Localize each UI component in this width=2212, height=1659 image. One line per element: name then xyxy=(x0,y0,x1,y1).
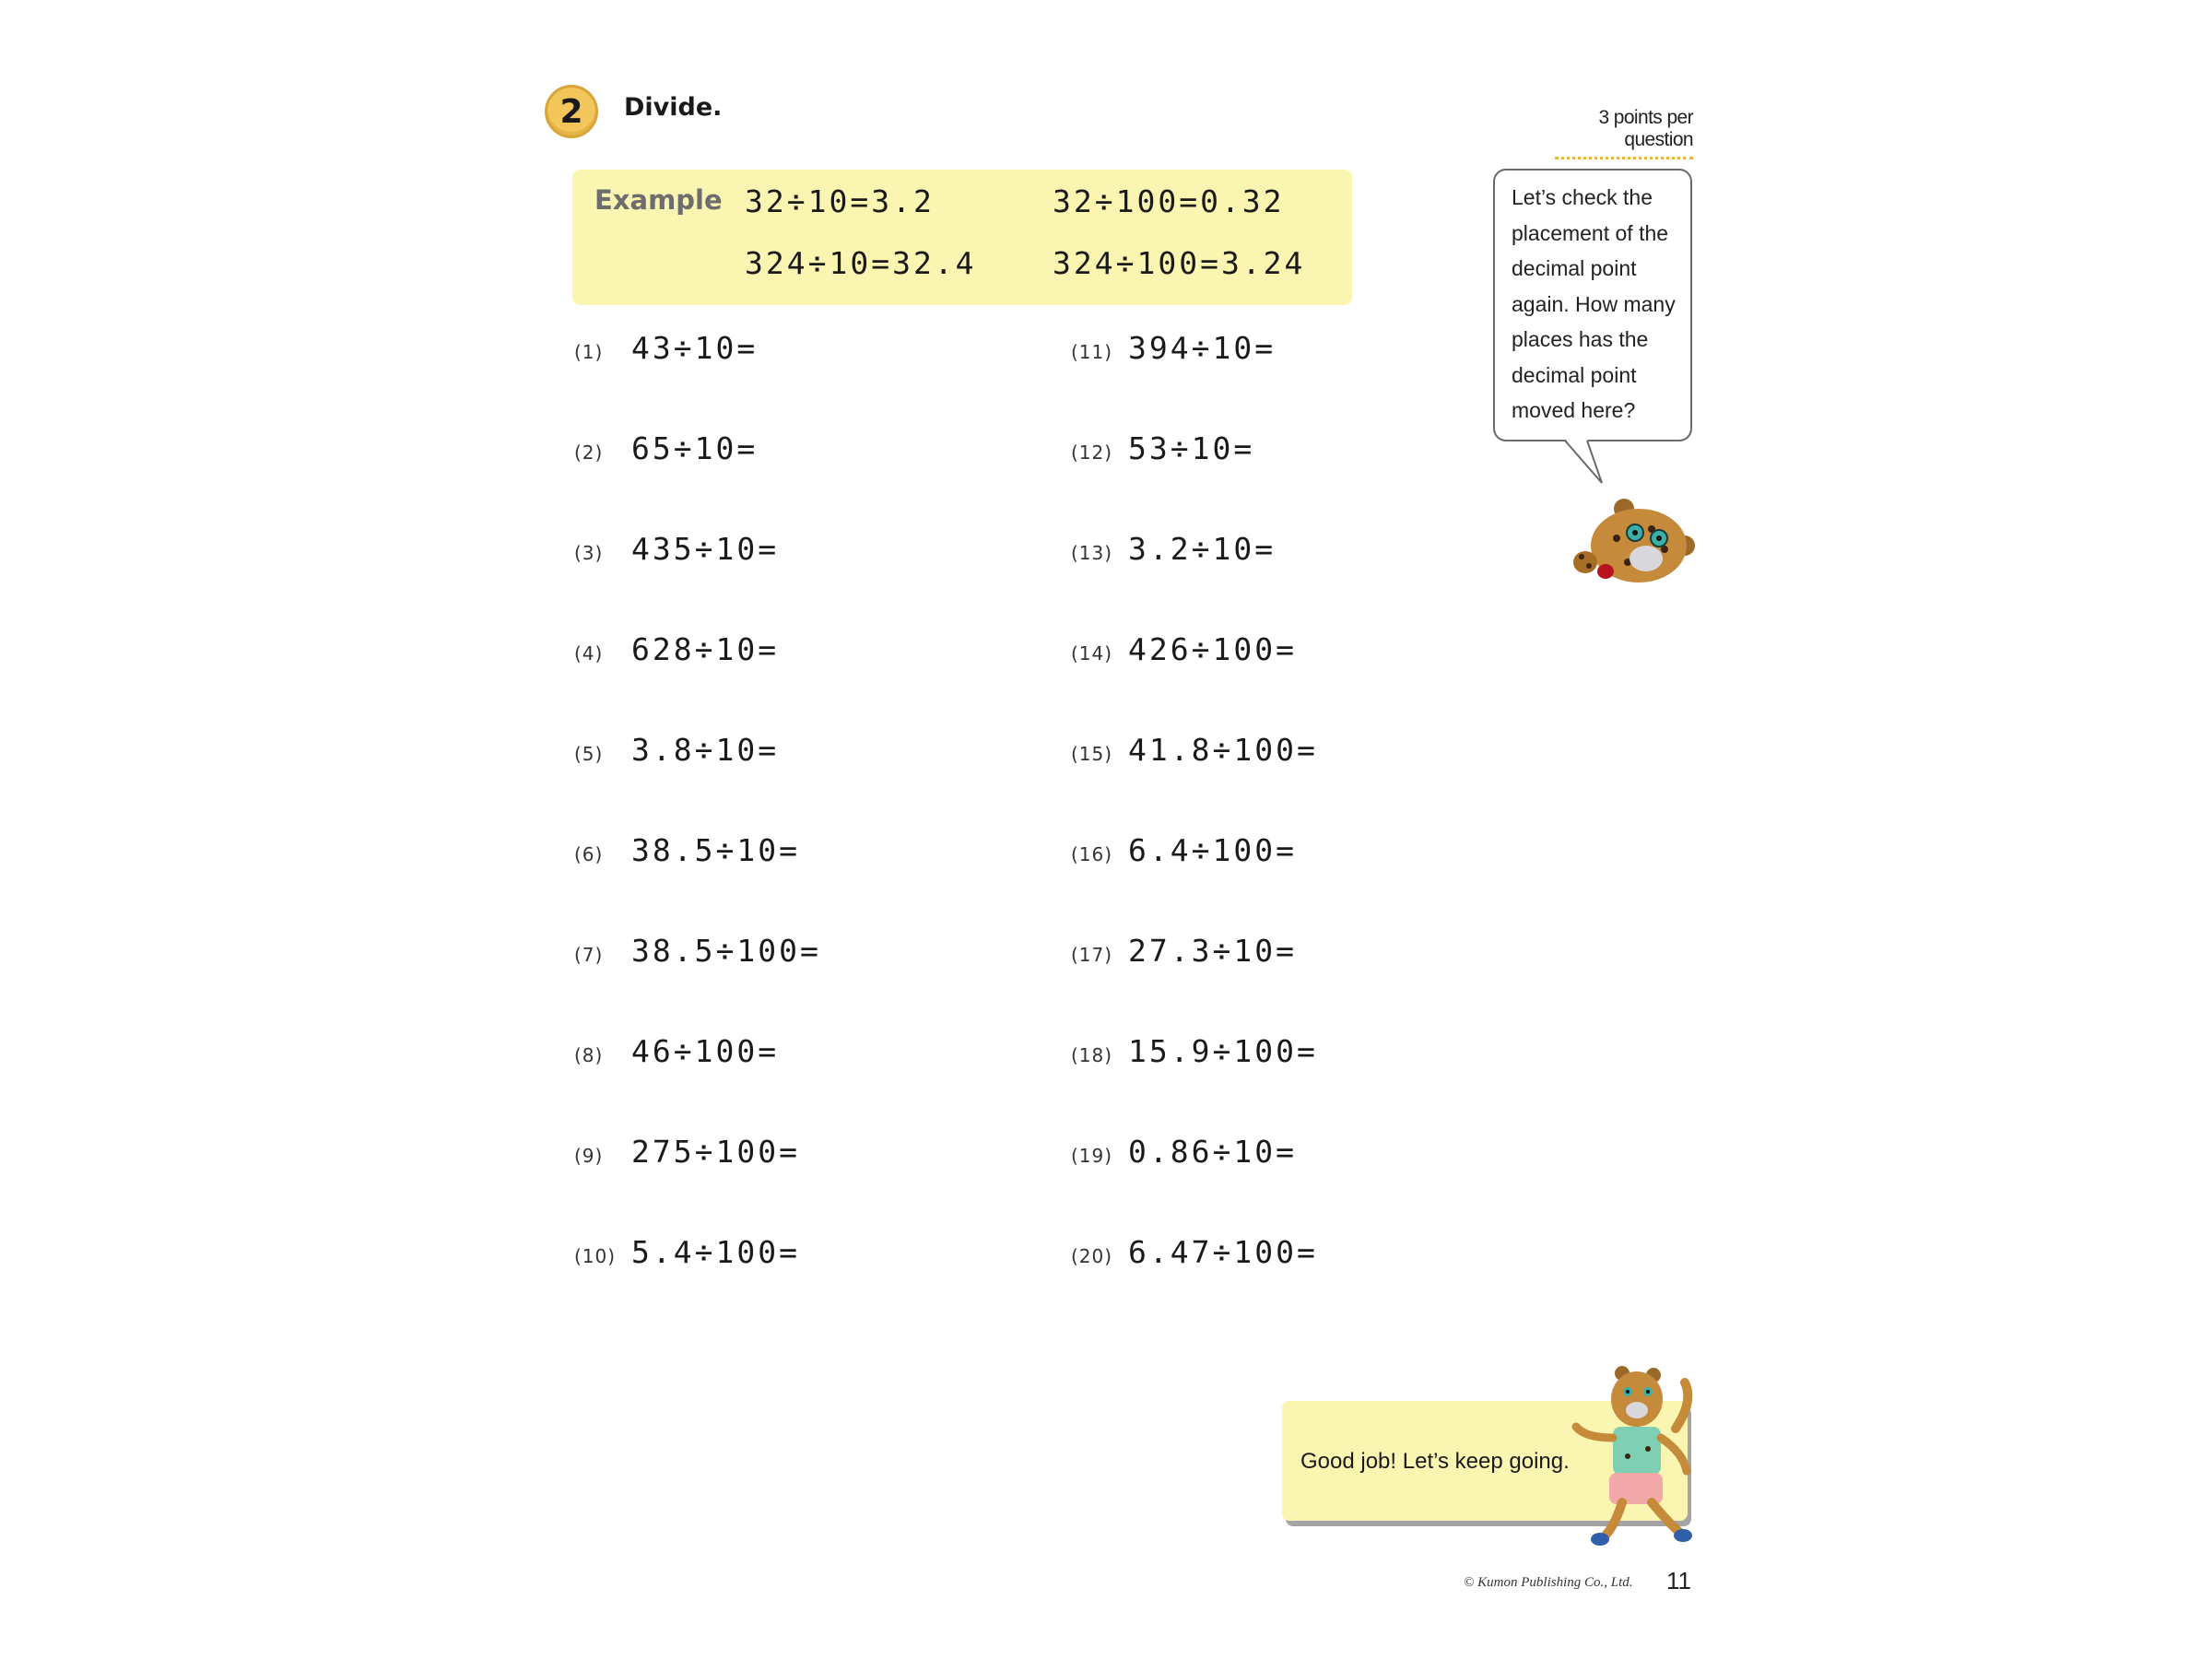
problem-expression: 43÷10= xyxy=(631,330,759,366)
problem-item xyxy=(1071,1134,1297,1170)
problem-expression: 38.5÷10= xyxy=(631,832,800,868)
page-number: 11 xyxy=(1666,1567,1691,1594)
copyright-notice: © Kumon Publishing Co., Ltd. xyxy=(1464,1575,1633,1590)
problem-expression: 65÷10= xyxy=(631,430,759,466)
problem-number: (9) xyxy=(574,1145,604,1167)
problem-number: (15) xyxy=(1071,743,1113,765)
problem-number: (10) xyxy=(574,1245,617,1267)
problem-number: (14) xyxy=(1071,642,1113,665)
problem-number: (17) xyxy=(1071,944,1113,966)
problem-expression: 6.47÷100= xyxy=(1128,1234,1318,1270)
problem-item xyxy=(574,1234,800,1270)
problem-item xyxy=(574,531,779,567)
problem-item xyxy=(574,732,779,768)
problem-number: (6) xyxy=(574,843,604,865)
problem-expression: 0.86÷10= xyxy=(1128,1134,1297,1170)
problem-item xyxy=(1071,933,1297,969)
hint-line: moved here? xyxy=(1512,398,1636,422)
problem-number: (19) xyxy=(1071,1145,1113,1167)
problem-expression: 275÷100= xyxy=(631,1134,800,1170)
problem-item xyxy=(574,832,800,868)
problem-expression: 46÷100= xyxy=(631,1033,780,1069)
problem-item xyxy=(1071,531,1276,567)
example-item: 324÷10=32.4 xyxy=(745,245,977,281)
problem-expression: 6.4÷100= xyxy=(1128,832,1297,868)
problem-expression: 38.5÷100= xyxy=(631,933,821,969)
hint-line: again. How many xyxy=(1512,291,1676,316)
section-number-badge xyxy=(545,85,598,138)
problem-item xyxy=(574,1134,800,1170)
example-item: 32÷10=3.2 xyxy=(745,183,935,219)
problem-number: (1) xyxy=(574,341,604,363)
problem-number: (7) xyxy=(574,944,604,966)
problem-expression: 5.4÷100= xyxy=(631,1234,800,1270)
problem-number: (8) xyxy=(574,1044,604,1066)
problem-expression: 3.2÷10= xyxy=(1128,531,1277,567)
problem-expression: 15.9÷100= xyxy=(1128,1033,1318,1069)
hint-line: places has the xyxy=(1512,327,1649,351)
speech-bubble-tail xyxy=(1558,439,1613,485)
example-item: 32÷100=0.32 xyxy=(1053,183,1285,219)
problem-item xyxy=(574,330,758,366)
problem-item xyxy=(1071,732,1318,768)
hint-line: decimal point xyxy=(1512,362,1637,387)
example-box xyxy=(572,170,1352,305)
hint-line: placement of the xyxy=(1512,220,1669,245)
hint-line: Let’s check the xyxy=(1512,185,1653,209)
problem-number: (13) xyxy=(1071,542,1113,564)
problem-item xyxy=(1071,1033,1318,1069)
problem-item xyxy=(1071,330,1276,366)
tiger-walking-illustration xyxy=(1567,1364,1696,1548)
problem-number: (11) xyxy=(1071,341,1113,363)
tiger-head-illustration xyxy=(1571,498,1696,590)
example-label: Example xyxy=(594,184,723,216)
hint-speech-bubble xyxy=(1493,169,1692,441)
problem-item xyxy=(1071,430,1254,466)
problem-item xyxy=(1071,1234,1318,1270)
problem-item xyxy=(574,933,821,969)
problem-item xyxy=(574,631,779,667)
problem-expression: 628÷10= xyxy=(631,631,780,667)
problem-expression: 3.8÷10= xyxy=(631,732,780,768)
problem-expression: 394÷10= xyxy=(1128,330,1277,366)
problem-expression: 41.8÷100= xyxy=(1128,732,1318,768)
problem-expression: 27.3÷10= xyxy=(1128,933,1297,969)
hint-line: decimal point xyxy=(1512,256,1637,280)
encouragement-text: Good job! Let’s keep going. xyxy=(1300,1449,1570,1474)
problem-number: (20) xyxy=(1071,1245,1113,1267)
section-number: 2 xyxy=(559,92,583,131)
example-item: 324÷100=3.24 xyxy=(1053,245,1306,281)
problem-expression: 426÷100= xyxy=(1128,631,1297,667)
problem-number: (12) xyxy=(1071,441,1113,464)
problem-number: (2) xyxy=(574,441,604,464)
problem-number: (3) xyxy=(574,542,604,564)
problem-number: (4) xyxy=(574,642,604,665)
points-per-question: 3 points per question xyxy=(1555,107,1693,159)
problem-number: (5) xyxy=(574,743,604,765)
section-title: Divide. xyxy=(624,93,723,122)
problem-number: (16) xyxy=(1071,843,1113,865)
problem-number: (18) xyxy=(1071,1044,1113,1066)
problem-item xyxy=(574,1033,779,1069)
problem-item xyxy=(1071,832,1297,868)
problem-item xyxy=(574,430,758,466)
problem-item xyxy=(1071,631,1297,667)
problem-expression: 435÷10= xyxy=(631,531,780,567)
problem-expression: 53÷10= xyxy=(1128,430,1255,466)
